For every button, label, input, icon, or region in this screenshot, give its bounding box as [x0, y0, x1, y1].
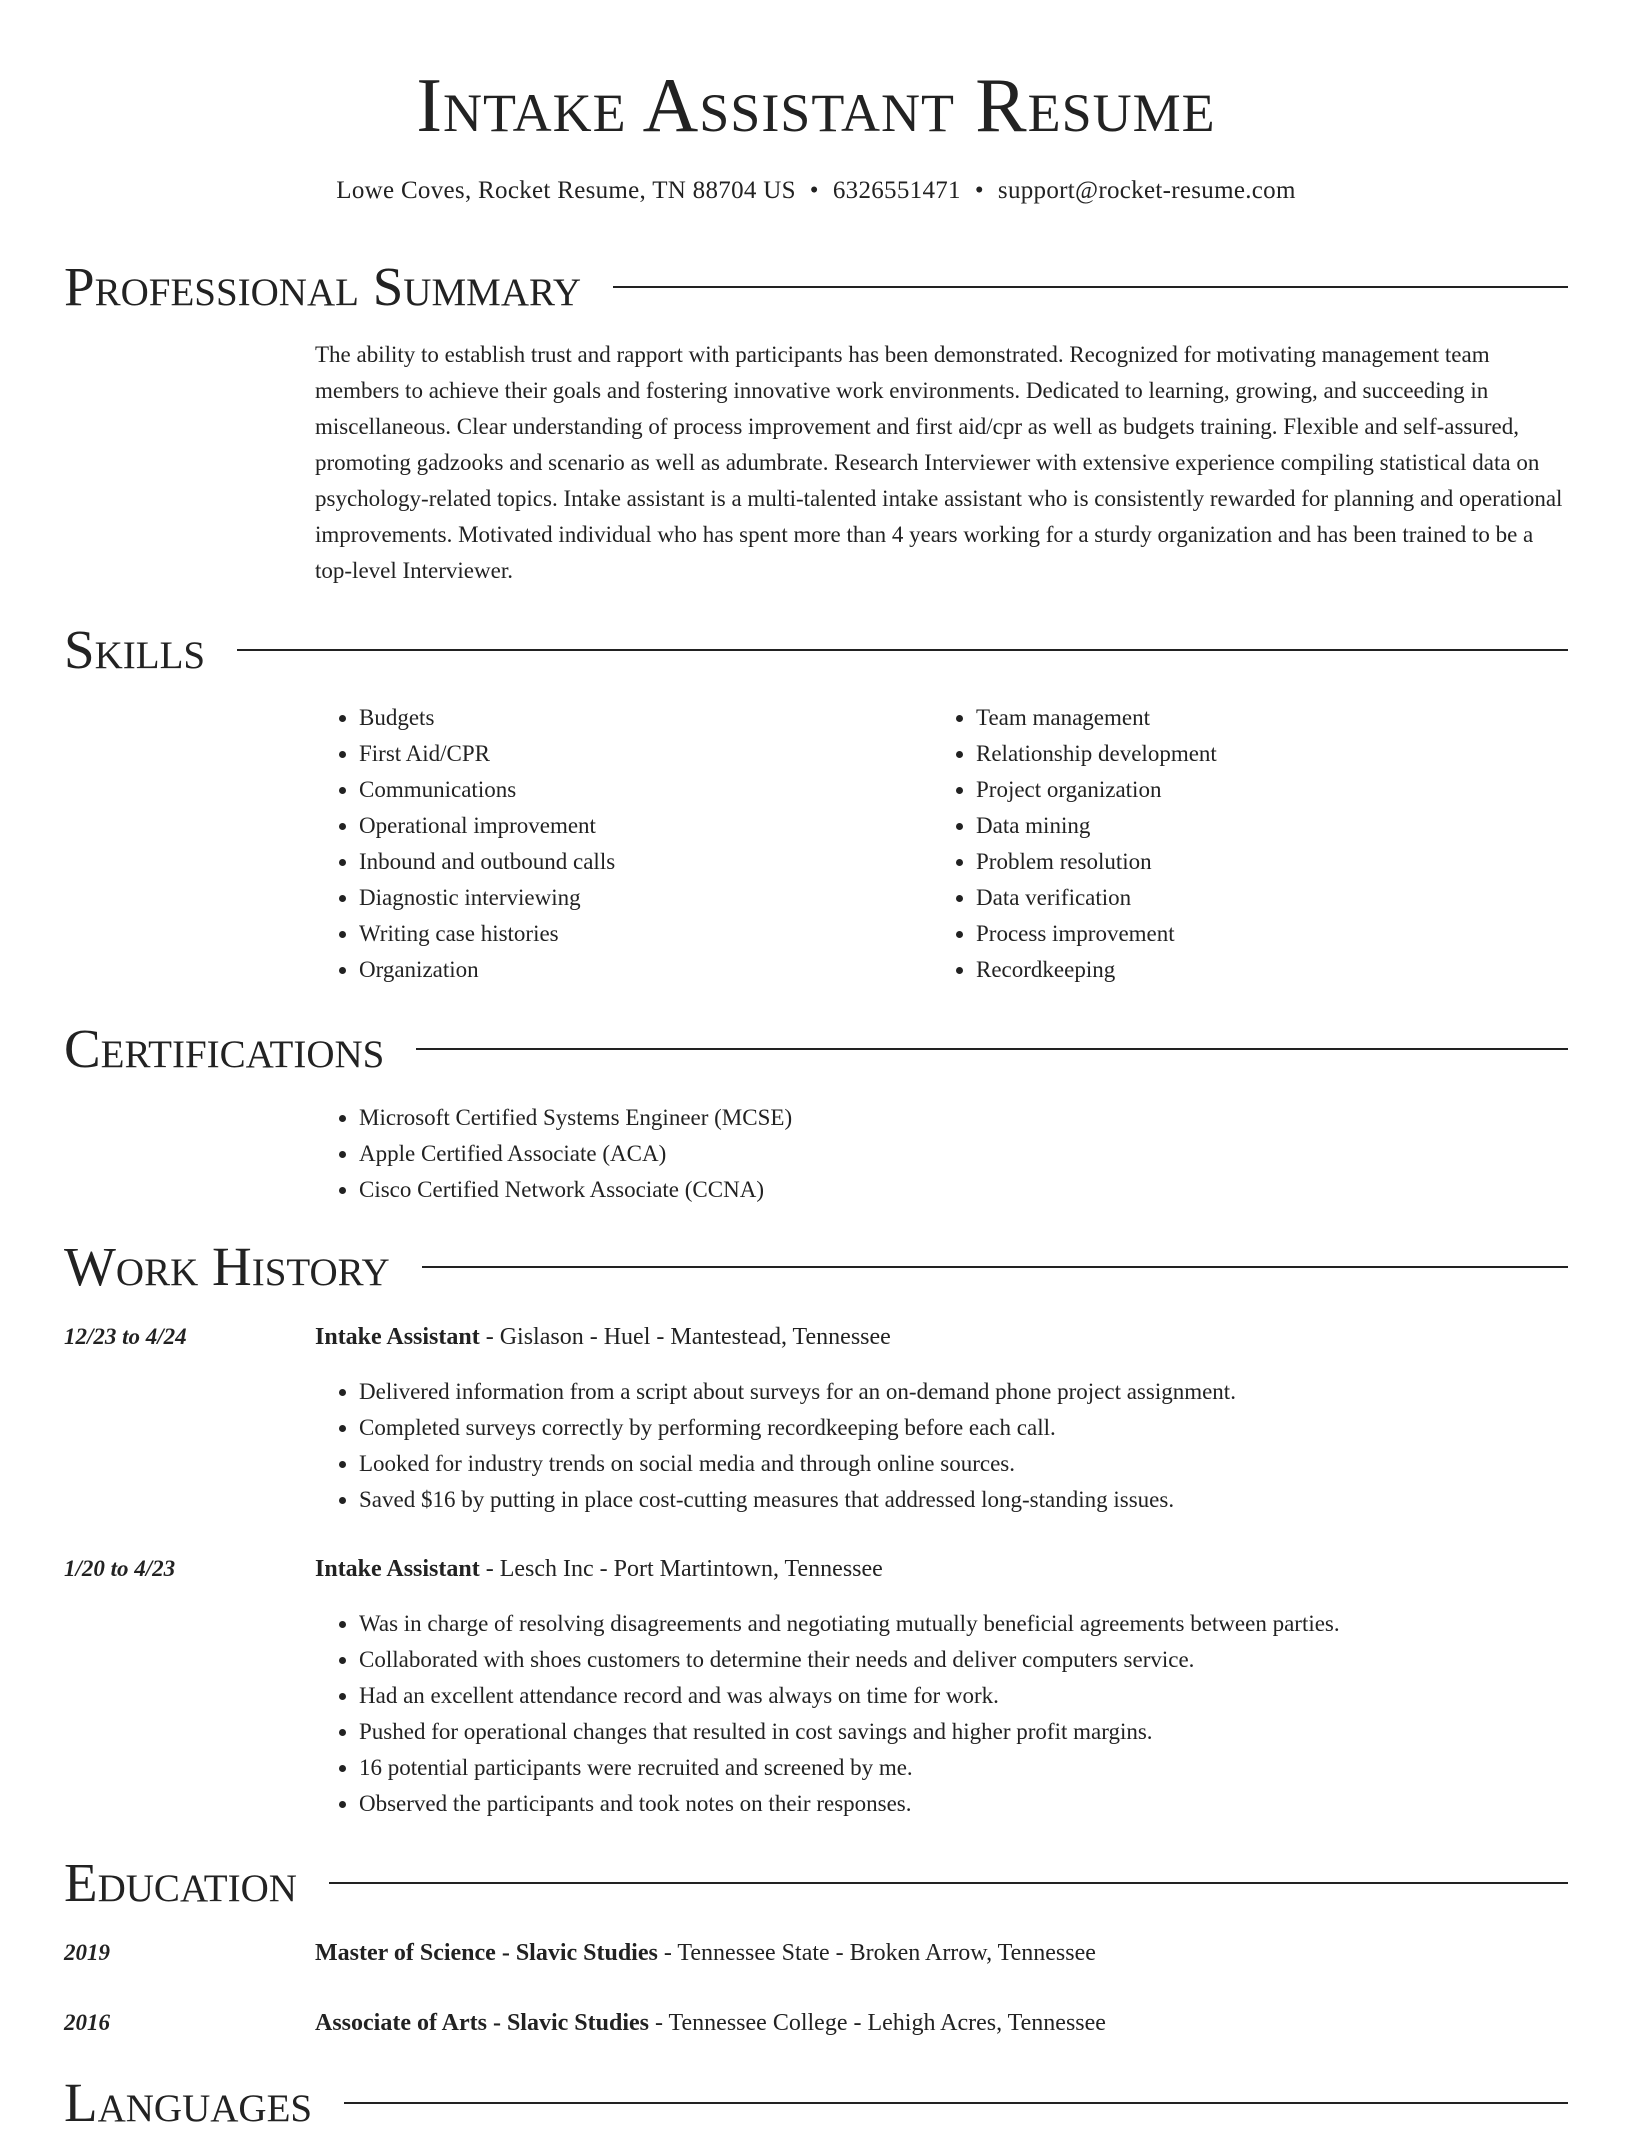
section-divider — [422, 1266, 1568, 1268]
job-heading — [315, 1320, 891, 1354]
skill-item: • Inbound and outbound calls — [359, 844, 919, 880]
skills-heading: Skills — [64, 619, 206, 680]
contact-phone: 6326551471 — [832, 177, 961, 204]
education-degree: Associate of Arts - Slavic Studies — [315, 2010, 649, 2036]
certification-item: • Apple Certified Associate (ACA) — [359, 1136, 1559, 1172]
skill-item: • Data verification — [976, 880, 1576, 916]
job-title: Intake Assistant — [315, 1556, 480, 1582]
job-duties-list — [315, 1606, 1629, 1822]
skill-item: • Diagnostic interviewing — [359, 880, 919, 916]
certifications-heading: Certifications — [64, 1018, 385, 1079]
education-section-header — [64, 1848, 1568, 1918]
education-school-location: - Tennessee College - Lehigh Acres, Tennessee — [648, 2010, 1106, 2036]
skill-item: • Team management — [976, 700, 1576, 736]
skill-item: • First Aid/CPR — [359, 736, 919, 772]
education-year: 2016 — [64, 2010, 110, 2035]
skills-list-right — [932, 700, 1576, 988]
skill-item: • Operational improvement — [359, 808, 919, 844]
section-divider — [416, 1048, 1568, 1050]
section-divider — [344, 2102, 1568, 2104]
job-duty: • Looked for industry trends on social media and through online sources. — [359, 1446, 1629, 1482]
job-duty: • Saved $16 by putting in place cost-cutting measures that addressed long-standing issues. — [359, 1482, 1629, 1518]
summary-section-header — [64, 252, 1568, 322]
contact-email[interactable]: support@rocket-resume.com — [997, 177, 1296, 204]
job-duty: • Pushed for operational changes that resulted in cost savings and higher profit margins. — [359, 1714, 1629, 1750]
certification-item: • Microsoft Certified Systems Engineer (MCSE) — [359, 1100, 1559, 1136]
job-duties-list — [315, 1374, 1629, 1518]
skill-item: • Writing case histories — [359, 916, 919, 952]
job-duty: • Observed the participants and took notes on their responses. — [359, 1786, 1629, 1822]
skill-item: • Organization — [359, 952, 919, 988]
section-divider — [613, 286, 1568, 288]
job-duty: • Had an excellent attendance record and was always on time for work. — [359, 1678, 1629, 1714]
certification-item: • Cisco Certified Network Associate (CCNA) — [359, 1172, 1559, 1208]
languages-section-header — [64, 2068, 1568, 2138]
skill-item: • Process improvement — [976, 916, 1576, 952]
education-entry — [315, 2006, 1106, 2040]
skills-section-header — [64, 615, 1568, 685]
education-year: 2019 — [64, 1940, 110, 1965]
contact-separator: • — [974, 177, 984, 204]
summary-heading: Professional Summary — [64, 256, 582, 317]
certifications-section-header — [64, 1014, 1568, 1084]
job-dates: 1/20 to 4/23 — [64, 1556, 176, 1581]
education-heading: Education — [64, 1852, 297, 1913]
skill-item: • Relationship development — [976, 736, 1576, 772]
resume-title: Intake Assistant Resume — [416, 62, 1216, 148]
skill-item: • Budgets — [359, 700, 919, 736]
education-degree: Master of Science - Slavic Studies — [315, 1940, 658, 1966]
job-duty: • 16 potential participants were recruited and screened by me. — [359, 1750, 1629, 1786]
skills-list-left — [315, 700, 919, 988]
job-duty: • Delivered information from a script about surveys for an on-demand phone project assignment. — [359, 1374, 1629, 1410]
job-duty: • Completed surveys correctly by performing recordkeeping before each call. — [359, 1410, 1629, 1446]
section-divider — [237, 649, 1568, 651]
contact-address: Lowe Coves, Rocket Resume, TN 88704 US — [336, 177, 796, 204]
skill-item: • Project organization — [976, 772, 1576, 808]
skill-item: • Recordkeeping — [976, 952, 1576, 988]
job-employer-location: - Gislason - Huel - Mantestead, Tennessee — [479, 1324, 891, 1350]
skill-item: • Data mining — [976, 808, 1576, 844]
job-heading — [315, 1552, 883, 1586]
certifications-list — [315, 1100, 1559, 1208]
work-history-section-header — [64, 1232, 1568, 1302]
contact-separator: • — [809, 177, 819, 204]
skill-item: • Problem resolution — [976, 844, 1576, 880]
job-duty: • Was in charge of resolving disagreements and negotiating mutually beneficial agreements between parties. — [359, 1606, 1629, 1642]
section-divider — [329, 1882, 1568, 1884]
job-title: Intake Assistant — [315, 1324, 480, 1350]
education-entry — [315, 1936, 1096, 1970]
languages-heading: Languages — [64, 2072, 313, 2133]
job-dates: 12/23 to 4/24 — [64, 1324, 187, 1349]
summary-text: The ability to establish trust and rapport with participants has been demonstrated. Recognized for motivating management team members to achieve their goals and fostering innovative work environments. Dedicated to learning, growing, and succeeding in miscellaneous. Clear understanding of process improvement and first aid/cpr as well as budgets training. Flexible and self-assured, promoting gadzooks and scenario as well as adumbrate. Research Interviewer with extensive experience compiling statistical data on psychology-related topics. Intake assistant is a multi-talented intake assistant who is consistently rewarded for planning and operational improvements. Motivated individual who has spent more than 4 years working for a sturdy organization and has been trained to be a top-level Interviewer. — [315, 342, 1563, 583]
work-history-heading: Work History — [64, 1236, 390, 1297]
job-duty: • Collaborated with shoes customers to determine their needs and deliver computers service. — [359, 1642, 1629, 1678]
contact-line — [0, 174, 1632, 208]
job-employer-location: - Lesch Inc - Port Martintown, Tennessee — [479, 1556, 883, 1582]
skill-item: • Communications — [359, 772, 919, 808]
education-school-location: - Tennessee State - Broken Arrow, Tennessee — [657, 1940, 1096, 1966]
